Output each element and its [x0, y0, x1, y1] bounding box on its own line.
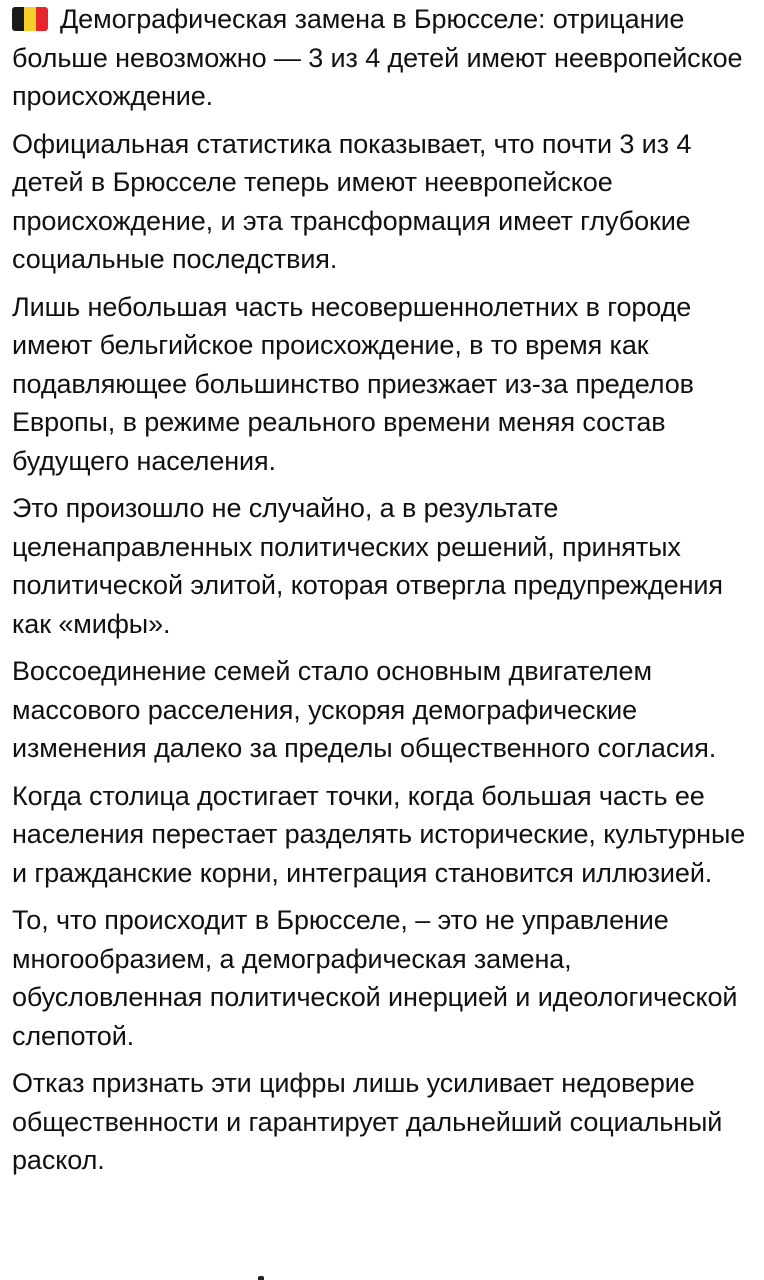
post-body	[12, 0, 752, 1180]
post-paragraph: Воссоединение семей стало основным двигателем массового расселения, ускоряя демографические изменения далеко за пределы общественного согласия.	[12, 656, 717, 763]
post-paragraph: Отказ признать эти цифры лишь усиливает недоверие общественности и гарантирует дальнейший социальный раскол.	[12, 1068, 723, 1175]
post-title-text: Демографическая замена в Брюсселе: отрицание больше невозможно — 3 из 4 детей имеют неевропейское происхождение.	[12, 4, 743, 111]
post-paragraph: Лишь небольшая часть несовершеннолетних в городе имеют бельгийское происхождение, в то время как подавляющее большинство приезжает из-за пределов Европы, в режиме реального времени меняя состав будущего населения.	[12, 291, 694, 476]
post-paragraph: Когда столица достигает точки, когда большая часть ее населения перестает разделять исторические, культурные и гражданские корни, интеграция становится иллюзией.	[12, 780, 746, 888]
post-paragraph: То, что происходит в Брюсселе, – это не управление многообразием, а демографическая замена, обусловленная политической инерцией и идеологической слепотой.	[12, 905, 738, 1051]
belgium-flag-icon	[12, 7, 48, 31]
post-title	[12, 0, 752, 116]
post-paragraph: Это произошло не случайно, а в результате целенаправленных политических решений, принятых политической элитой, которая отвергла предупреждения как «мифы».	[12, 493, 723, 639]
post-paragraph: Официальная статистика показывает, что почти 3 из 4 детей в Брюсселе теперь имеют неевропейское происхождение, и эта трансформация имеет глубокие социальные последствия.	[12, 128, 692, 274]
cut-off-glyph	[258, 1276, 264, 1280]
